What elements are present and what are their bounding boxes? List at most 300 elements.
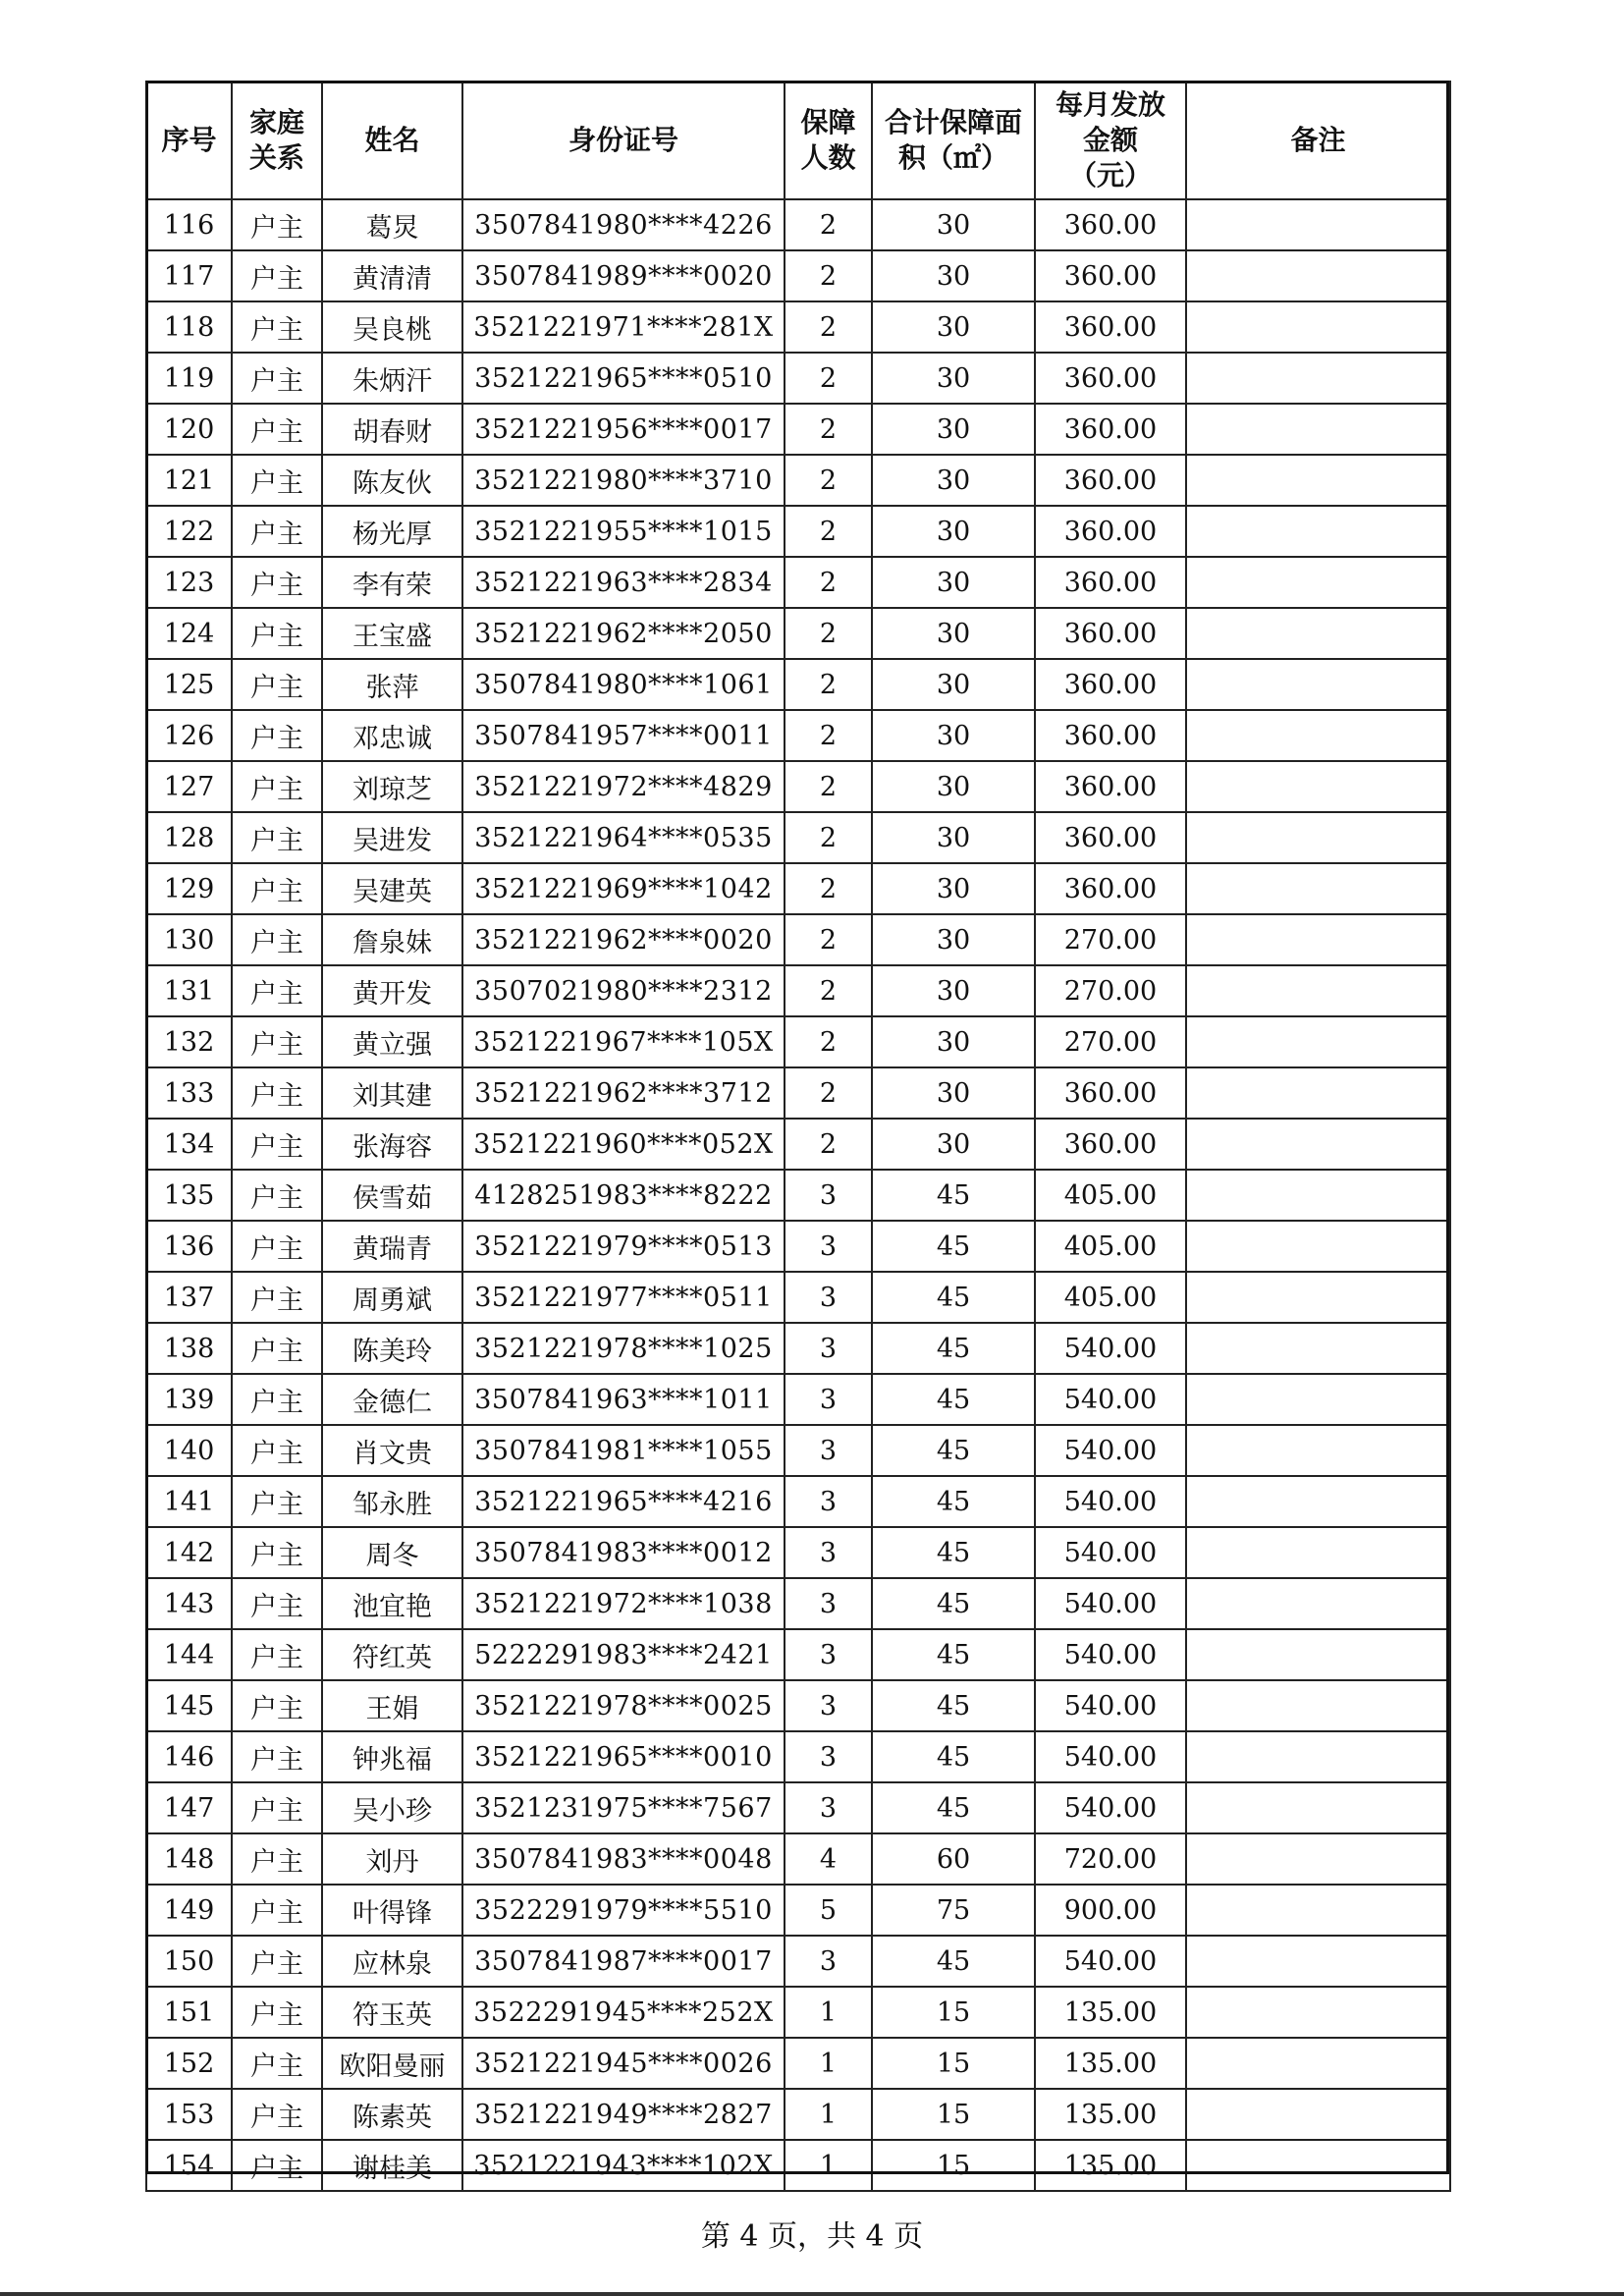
row-note	[1186, 863, 1450, 914]
row-area: 30	[872, 1067, 1035, 1119]
header-note: 备注	[1186, 82, 1450, 199]
row-note	[1186, 1833, 1450, 1885]
row-id-number: 3521221980****3710	[462, 455, 785, 506]
row-name: 王宝盛	[322, 608, 462, 659]
row-note	[1186, 404, 1450, 455]
row-relation: 户主	[232, 1016, 322, 1067]
row-amount: 360.00	[1035, 557, 1186, 608]
row-seq: 145	[146, 1680, 232, 1731]
table-row	[146, 199, 1450, 250]
table-row	[146, 353, 1450, 404]
row-persons: 2	[785, 455, 872, 506]
row-name: 谢桂美	[322, 2140, 462, 2191]
row-name: 刘丹	[322, 1833, 462, 1885]
row-amount: 135.00	[1035, 2038, 1186, 2089]
row-amount: 270.00	[1035, 965, 1186, 1016]
row-area: 30	[872, 404, 1035, 455]
row-area: 75	[872, 1885, 1035, 1936]
row-note	[1186, 455, 1450, 506]
table-row	[146, 2089, 1450, 2140]
table-row	[146, 965, 1450, 1016]
table-row	[146, 1374, 1450, 1425]
row-note	[1186, 1782, 1450, 1833]
row-relation: 户主	[232, 2140, 322, 2191]
row-id-number: 3507841987****0017	[462, 1936, 785, 1987]
row-amount: 540.00	[1035, 1527, 1186, 1578]
row-persons: 2	[785, 404, 872, 455]
row-id-number: 3507841980****4226	[462, 199, 785, 250]
row-persons: 2	[785, 250, 872, 301]
row-persons: 2	[785, 1016, 872, 1067]
row-persons: 3	[785, 1527, 872, 1578]
row-seq: 150	[146, 1936, 232, 1987]
row-relation: 户主	[232, 1527, 322, 1578]
row-name: 杨光厚	[322, 506, 462, 557]
row-note	[1186, 1527, 1450, 1578]
header-name: 姓名	[322, 82, 462, 199]
table-row	[146, 1987, 1450, 2038]
row-area: 15	[872, 2140, 1035, 2191]
row-area: 30	[872, 710, 1035, 761]
row-persons: 3	[785, 1323, 872, 1374]
row-id-number: 3521231975****7567	[462, 1782, 785, 1833]
table-row	[146, 2140, 1450, 2191]
row-relation: 户主	[232, 2038, 322, 2089]
row-persons: 2	[785, 608, 872, 659]
table-row	[146, 1170, 1450, 1221]
table-body	[146, 199, 1450, 2191]
row-id-number: 3521221965****0510	[462, 353, 785, 404]
row-name: 张海容	[322, 1119, 462, 1170]
table-row	[146, 2038, 1450, 2089]
row-relation: 户主	[232, 608, 322, 659]
row-seq: 153	[146, 2089, 232, 2140]
row-persons: 3	[785, 1476, 872, 1527]
header-id-number: 身份证号	[462, 82, 785, 199]
row-seq: 119	[146, 353, 232, 404]
row-area: 60	[872, 1833, 1035, 1885]
table-row	[146, 1425, 1450, 1476]
row-name: 陈素英	[322, 2089, 462, 2140]
table-row	[146, 1731, 1450, 1782]
row-name: 王娟	[322, 1680, 462, 1731]
row-relation: 户主	[232, 1885, 322, 1936]
row-note	[1186, 2038, 1450, 2089]
row-note	[1186, 812, 1450, 863]
row-relation: 户主	[232, 1221, 322, 1272]
row-amount: 540.00	[1035, 1936, 1186, 1987]
row-name: 刘琼芝	[322, 761, 462, 812]
row-seq: 139	[146, 1374, 232, 1425]
row-note	[1186, 1680, 1450, 1731]
row-area: 30	[872, 455, 1035, 506]
row-name: 吴建英	[322, 863, 462, 914]
row-id-number: 3507841989****0020	[462, 250, 785, 301]
row-name: 欧阳曼丽	[322, 2038, 462, 2089]
row-seq: 148	[146, 1833, 232, 1885]
table-row	[146, 761, 1450, 812]
table-row	[146, 1323, 1450, 1374]
row-persons: 3	[785, 1578, 872, 1629]
row-id-number: 3521221979****0513	[462, 1221, 785, 1272]
row-id-number: 3521221962****2050	[462, 608, 785, 659]
header-seq: 序号	[146, 82, 232, 199]
table-row	[146, 1885, 1450, 1936]
row-amount: 360.00	[1035, 710, 1186, 761]
row-persons: 3	[785, 1629, 872, 1680]
row-area: 30	[872, 1016, 1035, 1067]
row-persons: 2	[785, 353, 872, 404]
row-seq: 152	[146, 2038, 232, 2089]
row-relation: 户主	[232, 761, 322, 812]
row-area: 45	[872, 1272, 1035, 1323]
row-id-number: 3521221965****4216	[462, 1476, 785, 1527]
row-note	[1186, 1425, 1450, 1476]
table-row	[146, 301, 1450, 353]
row-seq: 134	[146, 1119, 232, 1170]
row-persons: 1	[785, 2140, 872, 2191]
table-header	[146, 82, 1450, 199]
row-seq: 137	[146, 1272, 232, 1323]
row-name: 侯雪茹	[322, 1170, 462, 1221]
row-area: 45	[872, 1527, 1035, 1578]
row-id-number: 3521221955****1015	[462, 506, 785, 557]
row-name: 葛炅	[322, 199, 462, 250]
row-note	[1186, 301, 1450, 353]
table-row	[146, 1476, 1450, 1527]
row-seq: 136	[146, 1221, 232, 1272]
row-relation: 户主	[232, 353, 322, 404]
row-name: 黄清清	[322, 250, 462, 301]
row-amount: 540.00	[1035, 1629, 1186, 1680]
row-amount: 360.00	[1035, 812, 1186, 863]
row-relation: 户主	[232, 1067, 322, 1119]
header-persons: 保障人数	[785, 82, 872, 199]
row-amount: 405.00	[1035, 1170, 1186, 1221]
row-seq: 142	[146, 1527, 232, 1578]
row-area: 30	[872, 250, 1035, 301]
row-note	[1186, 965, 1450, 1016]
row-amount: 270.00	[1035, 914, 1186, 965]
table-row	[146, 1936, 1450, 1987]
row-area: 30	[872, 1119, 1035, 1170]
row-area: 30	[872, 659, 1035, 710]
row-area: 30	[872, 608, 1035, 659]
row-id-number: 3521221969****1042	[462, 863, 785, 914]
row-note	[1186, 914, 1450, 965]
row-note	[1186, 1221, 1450, 1272]
row-seq: 146	[146, 1731, 232, 1782]
row-area: 45	[872, 1782, 1035, 1833]
row-id-number: 3521221963****2834	[462, 557, 785, 608]
row-persons: 2	[785, 301, 872, 353]
row-amount: 540.00	[1035, 1425, 1186, 1476]
row-note	[1186, 1067, 1450, 1119]
row-id-number: 3521221978****0025	[462, 1680, 785, 1731]
row-name: 池宜艳	[322, 1578, 462, 1629]
row-note	[1186, 1578, 1450, 1629]
row-name: 邓忠诚	[322, 710, 462, 761]
row-persons: 2	[785, 761, 872, 812]
row-amount: 360.00	[1035, 506, 1186, 557]
row-area: 45	[872, 1374, 1035, 1425]
row-seq: 133	[146, 1067, 232, 1119]
row-amount: 360.00	[1035, 608, 1186, 659]
table-row	[146, 1527, 1450, 1578]
row-note	[1186, 199, 1450, 250]
row-name: 刘其建	[322, 1067, 462, 1119]
row-seq: 121	[146, 455, 232, 506]
row-note	[1186, 659, 1450, 710]
row-persons: 3	[785, 1374, 872, 1425]
row-area: 45	[872, 1476, 1035, 1527]
row-relation: 户主	[232, 659, 322, 710]
row-note	[1186, 1374, 1450, 1425]
row-amount: 405.00	[1035, 1221, 1186, 1272]
row-seq: 126	[146, 710, 232, 761]
row-seq: 123	[146, 557, 232, 608]
row-seq: 147	[146, 1782, 232, 1833]
row-amount: 540.00	[1035, 1782, 1186, 1833]
row-note	[1186, 1119, 1450, 1170]
row-id-number: 3521221945****0026	[462, 2038, 785, 2089]
row-persons: 2	[785, 812, 872, 863]
row-id-number: 3521221978****1025	[462, 1323, 785, 1374]
row-note	[1186, 250, 1450, 301]
row-relation: 户主	[232, 914, 322, 965]
row-note	[1186, 710, 1450, 761]
row-id-number: 3507841983****0048	[462, 1833, 785, 1885]
row-id-number: 3521221972****4829	[462, 761, 785, 812]
row-seq: 141	[146, 1476, 232, 1527]
row-area: 15	[872, 2038, 1035, 2089]
subsidy-roster-table	[145, 81, 1451, 2192]
row-relation: 户主	[232, 1578, 322, 1629]
row-amount: 405.00	[1035, 1272, 1186, 1323]
row-persons: 1	[785, 2038, 872, 2089]
row-persons: 3	[785, 1731, 872, 1782]
row-id-number: 3521221962****0020	[462, 914, 785, 965]
row-relation: 户主	[232, 1425, 322, 1476]
row-persons: 3	[785, 1425, 872, 1476]
row-seq: 127	[146, 761, 232, 812]
row-persons: 2	[785, 863, 872, 914]
row-id-number: 3521221965****0010	[462, 1731, 785, 1782]
row-relation: 户主	[232, 199, 322, 250]
row-amount: 135.00	[1035, 2089, 1186, 2140]
row-area: 45	[872, 1578, 1035, 1629]
row-name: 陈友伙	[322, 455, 462, 506]
table-row	[146, 1629, 1450, 1680]
row-note	[1186, 2140, 1450, 2191]
row-relation: 户主	[232, 1782, 322, 1833]
row-note	[1186, 353, 1450, 404]
row-relation: 户主	[232, 455, 322, 506]
row-id-number: 3522291945****252X	[462, 1987, 785, 2038]
row-name: 周冬	[322, 1527, 462, 1578]
row-name: 吴良桃	[322, 301, 462, 353]
row-relation: 户主	[232, 506, 322, 557]
row-amount: 270.00	[1035, 1016, 1186, 1067]
row-relation: 户主	[232, 250, 322, 301]
row-id-number: 3507841957****0011	[462, 710, 785, 761]
row-id-number: 3507841981****1055	[462, 1425, 785, 1476]
row-seq: 118	[146, 301, 232, 353]
row-id-number: 3507841983****0012	[462, 1527, 785, 1578]
row-name: 叶得锋	[322, 1885, 462, 1936]
row-note	[1186, 2089, 1450, 2140]
row-seq: 129	[146, 863, 232, 914]
row-amount: 360.00	[1035, 404, 1186, 455]
row-note	[1186, 1936, 1450, 1987]
row-relation: 户主	[232, 1170, 322, 1221]
row-area: 30	[872, 506, 1035, 557]
row-seq: 117	[146, 250, 232, 301]
row-seq: 151	[146, 1987, 232, 2038]
row-persons: 2	[785, 659, 872, 710]
row-note	[1186, 1987, 1450, 2038]
row-seq: 154	[146, 2140, 232, 2191]
row-note	[1186, 761, 1450, 812]
table-row	[146, 1272, 1450, 1323]
row-id-number: 3521221964****0535	[462, 812, 785, 863]
row-name: 周勇斌	[322, 1272, 462, 1323]
row-relation: 户主	[232, 965, 322, 1016]
row-name: 邹永胜	[322, 1476, 462, 1527]
row-relation: 户主	[232, 1272, 322, 1323]
row-note	[1186, 1731, 1450, 1782]
row-amount: 135.00	[1035, 2140, 1186, 2191]
row-name: 肖文贵	[322, 1425, 462, 1476]
row-seq: 130	[146, 914, 232, 965]
row-name: 黄立强	[322, 1016, 462, 1067]
table-row	[146, 863, 1450, 914]
row-area: 45	[872, 1425, 1035, 1476]
row-area: 45	[872, 1936, 1035, 1987]
row-name: 符玉英	[322, 1987, 462, 2038]
row-area: 30	[872, 965, 1035, 1016]
row-id-number: 3521221977****0511	[462, 1272, 785, 1323]
row-area: 45	[872, 1323, 1035, 1374]
row-area: 45	[872, 1731, 1035, 1782]
row-seq: 138	[146, 1323, 232, 1374]
row-id-number: 3521221967****105X	[462, 1016, 785, 1067]
table-row	[146, 1680, 1450, 1731]
row-name: 符红英	[322, 1629, 462, 1680]
row-seq: 128	[146, 812, 232, 863]
table-row	[146, 1016, 1450, 1067]
row-id-number: 3521221949****2827	[462, 2089, 785, 2140]
row-area: 45	[872, 1629, 1035, 1680]
row-persons: 3	[785, 1782, 872, 1833]
row-id-number: 4128251983****8222	[462, 1170, 785, 1221]
row-relation: 户主	[232, 1119, 322, 1170]
row-relation: 户主	[232, 863, 322, 914]
page-number-footer: 第 4 页，共 4 页	[700, 2219, 924, 2254]
row-area: 30	[872, 812, 1035, 863]
table-row	[146, 1782, 1450, 1833]
row-name: 吴进发	[322, 812, 462, 863]
table-row	[146, 710, 1450, 761]
row-amount: 360.00	[1035, 1119, 1186, 1170]
row-note	[1186, 1476, 1450, 1527]
row-seq: 143	[146, 1578, 232, 1629]
row-area: 45	[872, 1221, 1035, 1272]
row-persons: 3	[785, 1221, 872, 1272]
row-seq: 149	[146, 1885, 232, 1936]
row-id-number: 3521221956****0017	[462, 404, 785, 455]
row-amount: 540.00	[1035, 1476, 1186, 1527]
row-amount: 540.00	[1035, 1578, 1186, 1629]
table-row	[146, 1119, 1450, 1170]
row-seq: 122	[146, 506, 232, 557]
table-row	[146, 404, 1450, 455]
table-row	[146, 608, 1450, 659]
row-name: 李有荣	[322, 557, 462, 608]
row-relation: 户主	[232, 1833, 322, 1885]
table-row	[146, 250, 1450, 301]
row-note	[1186, 608, 1450, 659]
table-row	[146, 812, 1450, 863]
row-relation: 户主	[232, 1731, 322, 1782]
row-seq: 116	[146, 199, 232, 250]
row-area: 30	[872, 761, 1035, 812]
row-area: 30	[872, 557, 1035, 608]
row-persons: 2	[785, 710, 872, 761]
row-relation: 户主	[232, 812, 322, 863]
row-name: 胡春财	[322, 404, 462, 455]
header-row	[146, 82, 1450, 199]
row-amount: 720.00	[1035, 1833, 1186, 1885]
row-persons: 2	[785, 506, 872, 557]
scan-edge-line	[0, 2292, 1624, 2296]
row-note	[1186, 1323, 1450, 1374]
row-persons: 2	[785, 1067, 872, 1119]
row-id-number: 3521221972****1038	[462, 1578, 785, 1629]
row-amount: 360.00	[1035, 863, 1186, 914]
table-row	[146, 1578, 1450, 1629]
row-area: 30	[872, 301, 1035, 353]
row-amount: 540.00	[1035, 1680, 1186, 1731]
row-seq: 135	[146, 1170, 232, 1221]
row-persons: 2	[785, 965, 872, 1016]
row-relation: 户主	[232, 1629, 322, 1680]
row-area: 30	[872, 353, 1035, 404]
row-amount: 360.00	[1035, 1067, 1186, 1119]
row-name: 应林泉	[322, 1936, 462, 1987]
row-relation: 户主	[232, 1987, 322, 2038]
row-note	[1186, 1272, 1450, 1323]
row-area: 30	[872, 199, 1035, 250]
table-row	[146, 1833, 1450, 1885]
row-id-number: 3507841980****1061	[462, 659, 785, 710]
row-name: 张萍	[322, 659, 462, 710]
row-relation: 户主	[232, 404, 322, 455]
table-row	[146, 1067, 1450, 1119]
row-seq: 120	[146, 404, 232, 455]
row-seq: 140	[146, 1425, 232, 1476]
row-id-number: 5222291983****2421	[462, 1629, 785, 1680]
row-area: 30	[872, 914, 1035, 965]
row-area: 15	[872, 2089, 1035, 2140]
header-area: 合计保障面积（㎡）	[872, 82, 1035, 199]
row-name: 钟兆福	[322, 1731, 462, 1782]
row-amount: 360.00	[1035, 199, 1186, 250]
row-amount: 540.00	[1035, 1323, 1186, 1374]
row-amount: 360.00	[1035, 301, 1186, 353]
table-row	[146, 659, 1450, 710]
row-area: 45	[872, 1170, 1035, 1221]
